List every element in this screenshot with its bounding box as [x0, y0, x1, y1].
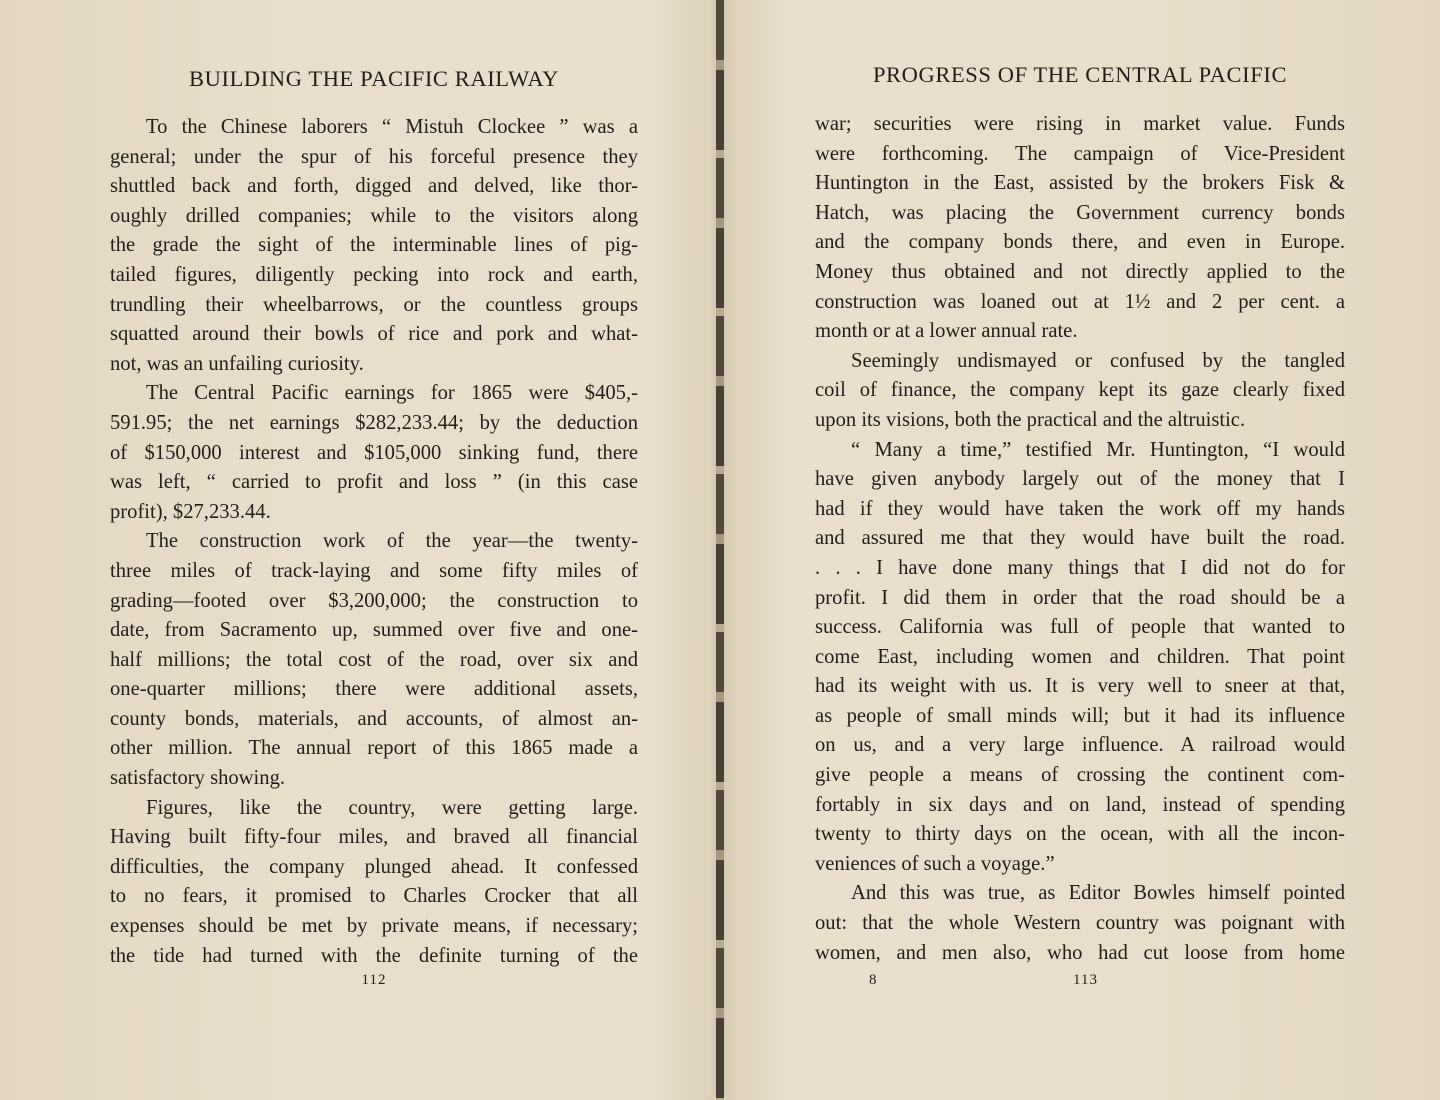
text-line: profit. I did them in order that the road should be a [815, 586, 1345, 609]
text-line: To the Chinese laborers “ Mistuh Clockee ” was a [146, 116, 638, 138]
text-line: county bonds, materials, and accounts, of almost an- [110, 707, 638, 730]
text-line: trundling their wheelbarrows, or the countless groups [110, 293, 638, 316]
text-line: construction was loaned out at 1½ and 2 per cent. a [815, 290, 1345, 313]
right-page-number: 113 [1073, 972, 1098, 988]
text-line: veniences of such a voyage.” [815, 852, 1055, 875]
text-line: The Central Pacific earnings for 1865 were $405,- [146, 382, 638, 405]
text-line: Seemingly undismayed or confused by the tangled [851, 349, 1345, 372]
text-line: fortably in six days and on land, instead of spending [815, 793, 1345, 816]
text-line: Huntington in the East, assisted by the brokers Fisk & [815, 172, 1345, 195]
text-line: date, from Sacramento up, summed over five and one- [110, 619, 638, 642]
text-line: and the company bonds there, and even in Europe. [815, 231, 1345, 254]
text-line: not, was an unfailing curiosity. [110, 352, 364, 375]
right-running-head: PROGRESS OF THE CENTRAL PACIFIC [872, 62, 1288, 87]
text-line: 591.95; the net earnings $282,233.44; by the deduction [110, 411, 638, 434]
text-line: as people of small minds will; but it had its influence [815, 704, 1345, 727]
text-line: satisfactory showing. [110, 767, 286, 790]
text-line: Having built fifty-four miles, and braved all financial [110, 826, 638, 849]
text-line: had its weight with us. It is very well to sneer at that, [815, 675, 1345, 698]
signature-mark: 8 [869, 972, 878, 988]
right-page-body [815, 110, 1345, 968]
text-line: three miles of track-laying and some fifty miles of [110, 559, 638, 582]
text-line: upon its visions, both the practical and the altruistic. [815, 408, 1246, 431]
text-line: coil of finance, the company kept its gaze clearly fixed [815, 379, 1345, 402]
text-line: success. California was full of people that wanted to [815, 616, 1345, 639]
text-line: Hatch, was placing the Government currency bonds [815, 201, 1345, 224]
text-line: give people a means of crossing the continent com- [815, 764, 1345, 787]
text-line: the grade the sight of the interminable lines of pig- [110, 234, 638, 257]
text-line: war; securities were rising in market value. Funds [815, 113, 1345, 135]
text-line: one-quarter millions; there were additional assets, [110, 678, 638, 701]
text-line: shuttled back and forth, digged and delved, like thor- [110, 175, 638, 198]
text-line: to no fears, it promised to Charles Crocker that all [110, 885, 638, 908]
text-line: were forthcoming. The campaign of Vice-President [815, 142, 1345, 165]
text-line: was left, “ carried to profit and loss ” (in this case [110, 471, 638, 494]
text-line: expenses should be met by private means, if necessary; [110, 915, 638, 938]
text-line: women, and men also, who had cut loose from home [815, 941, 1345, 964]
right-page [815, 0, 1345, 1100]
left-page-number: 112 [361, 972, 387, 988]
text-line: have given anybody largely out of the money that I [815, 468, 1345, 491]
text-line: . . . I have done many things that I did not do for [815, 556, 1345, 579]
text-line: had if they would have taken the work off my hands [815, 497, 1345, 520]
text-line: “ Many a time,” testified Mr. Huntington, “I would [851, 438, 1345, 461]
text-line: profit), $27,233.44. [110, 500, 271, 523]
book-gutter [716, 0, 724, 1100]
text-line: on us, and a very large influence. A railroad would [815, 734, 1345, 757]
text-line: other million. The annual report of this 1865 made a [110, 737, 638, 760]
text-line: Money thus obtained and not directly applied to the [815, 260, 1345, 283]
left-running-head: BUILDING THE PACIFIC RAILWAY [189, 66, 559, 91]
text-line: The construction work of the year—the twenty- [146, 530, 638, 553]
text-line: squatted around their bowls of rice and pork and what- [110, 323, 638, 346]
text-line: And this was true, as Editor Bowles himself pointed [851, 882, 1345, 905]
text-line: of $150,000 interest and $105,000 sinking fund, there [110, 441, 638, 464]
text-line: come East, including women and children. That point [815, 645, 1345, 668]
text-line: month or at a lower annual rate. [815, 320, 1078, 343]
text-line: difficulties, the company plunged ahead. It confessed [110, 855, 638, 878]
text-line: grading—footed over $3,200,000; the construction to [110, 589, 638, 612]
text-line: half millions; the total cost of the road, over six and [110, 648, 638, 671]
text-line: out: that the whole Western country was poignant with [815, 912, 1345, 935]
text-line: oughly drilled companies; while to the visitors along [110, 204, 638, 227]
text-line: the tide had turned with the definite turning of the [110, 944, 638, 967]
text-line: twenty to thirty days on the ocean, with all the incon- [815, 823, 1345, 846]
text-line: Figures, like the country, were getting large. [146, 796, 638, 819]
left-page-body [110, 113, 638, 971]
text-line: general; under the spur of his forceful presence they [110, 145, 638, 168]
text-line: and assured me that they would have built the road. [815, 527, 1345, 550]
left-page [110, 0, 638, 1100]
text-line: tailed figures, diligently pecking into rock and earth, [110, 263, 638, 286]
